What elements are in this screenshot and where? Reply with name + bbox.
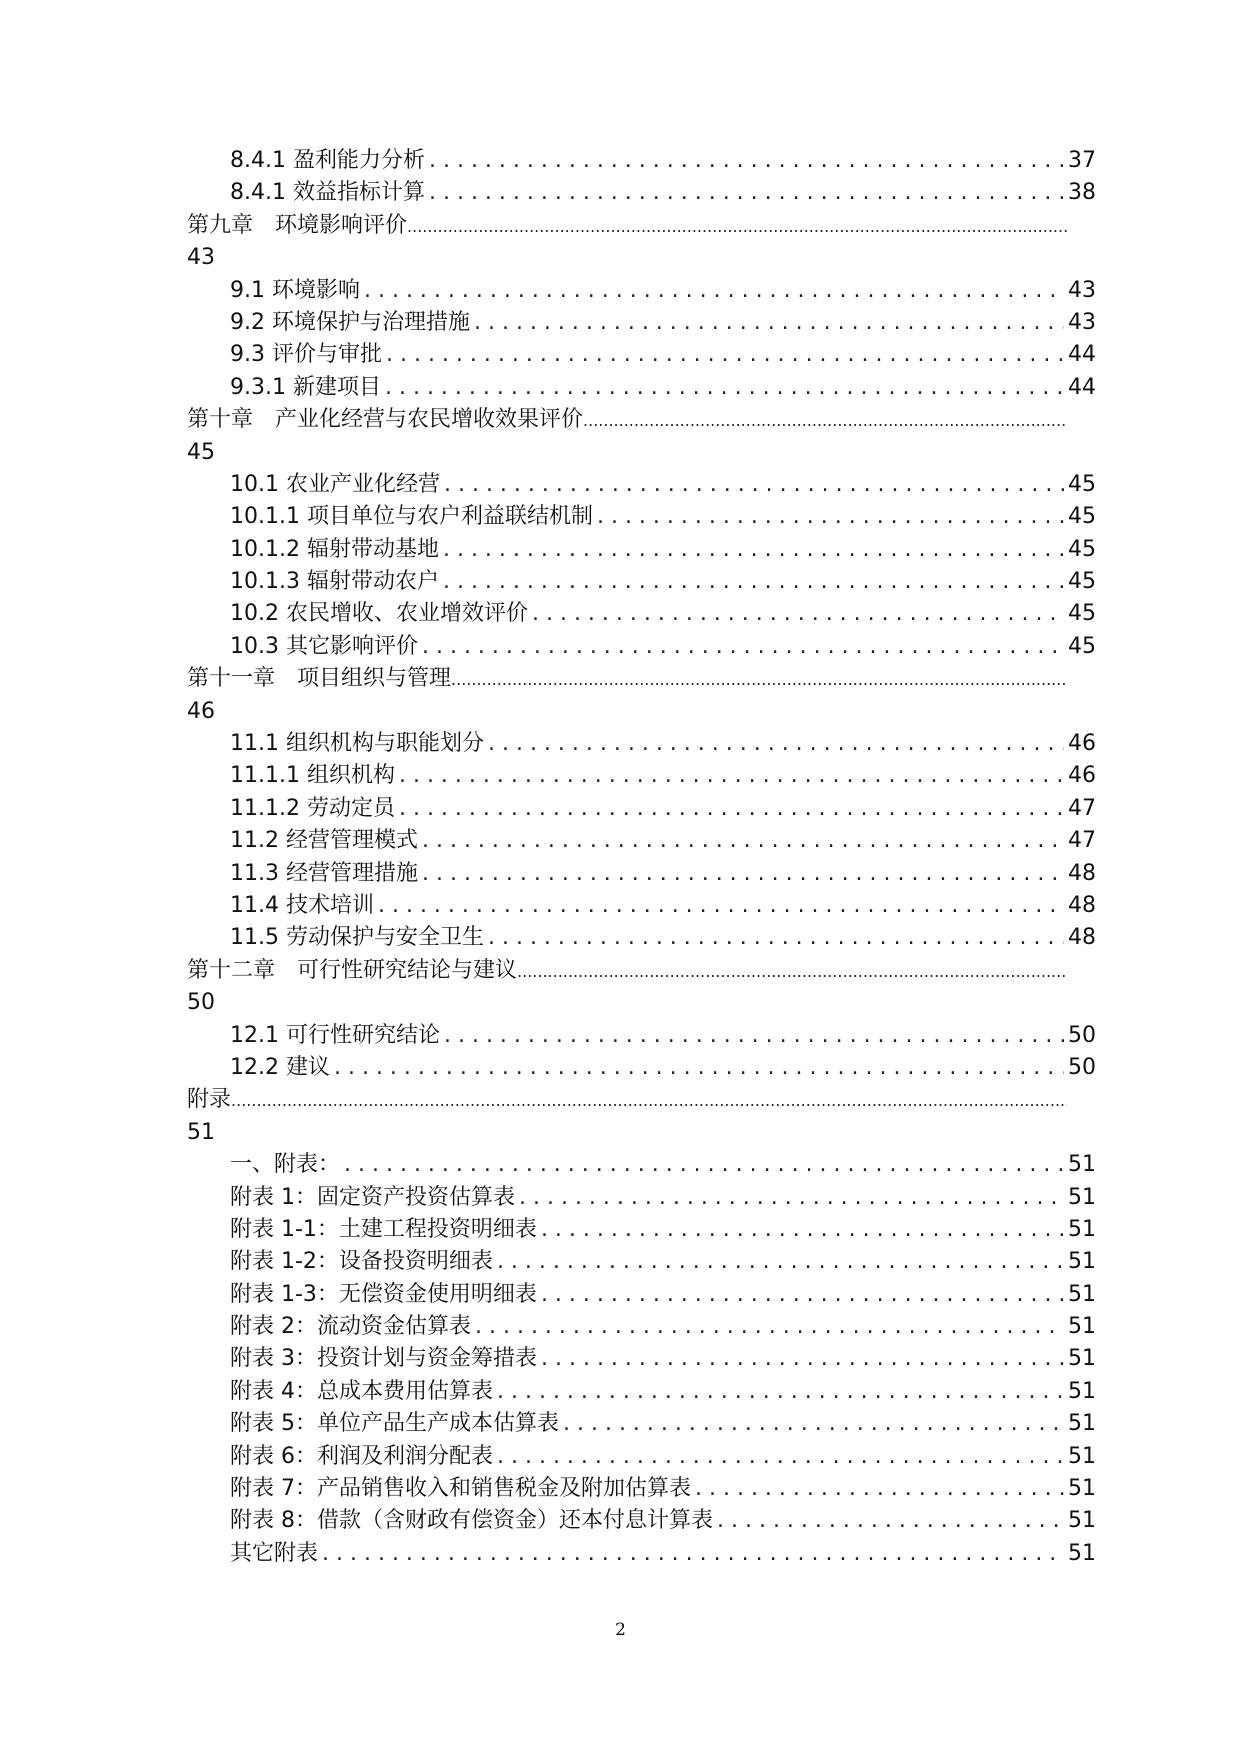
- toc-entry-title: 附录: [187, 1087, 232, 1113]
- toc-entry-title: 附表 7：产品销售收入和销售税金及附加估算表: [230, 1476, 691, 1502]
- dot-leader: [386, 339, 1064, 371]
- page-number: 2: [615, 1620, 626, 1640]
- toc-chapter-page-line: [187, 987, 1241, 1019]
- toc-entry-page: 45: [1068, 569, 1096, 595]
- toc-chapter-entry[interactable]: [187, 955, 1067, 987]
- dot-leader: [517, 956, 1067, 988]
- toc-entry-title: 附表 8：借款（含财政有偿资金）还本付息计算表: [230, 1508, 713, 1534]
- toc-entry-page: 51: [1068, 1152, 1096, 1178]
- toc-entry-page: 48: [1068, 892, 1096, 918]
- toc-entry-page: 51: [1068, 1216, 1096, 1242]
- dot-leader: [541, 1214, 1064, 1246]
- toc-entry-page: 50: [187, 990, 215, 1016]
- toc-entry-title: 一、附表：: [230, 1152, 341, 1178]
- toc-entry-title: 9.3 评价与审批: [230, 342, 382, 368]
- toc-entry-title: 第十一章 项目组织与管理: [187, 666, 452, 692]
- dot-leader: [364, 275, 1064, 307]
- dot-leader: [474, 307, 1064, 339]
- toc-section-entry[interactable]: [230, 275, 1096, 307]
- toc-section-entry[interactable]: [230, 922, 1096, 954]
- dot-leader: [717, 1505, 1064, 1537]
- toc-entry-title: 11.2 经营管理模式: [230, 828, 418, 854]
- toc-section-entry[interactable]: [230, 372, 1096, 404]
- dot-leader: [399, 760, 1064, 792]
- toc-section-entry[interactable]: [230, 469, 1096, 501]
- toc-entry-page: 51: [1068, 1378, 1096, 1404]
- toc-chapter-page-line: [187, 242, 1241, 274]
- toc-section-entry[interactable]: [230, 1311, 1096, 1343]
- toc-entry-page: 45: [187, 439, 215, 465]
- toc-section-entry[interactable]: [230, 145, 1096, 177]
- toc-entry-page: 51: [1068, 1184, 1096, 1210]
- toc-chapter-entry[interactable]: [187, 210, 1067, 242]
- toc-entry-page: 51: [1068, 1540, 1096, 1566]
- toc-entry-title: 第十二章 可行性研究结论与建议: [187, 957, 518, 983]
- toc-section-entry[interactable]: [230, 1246, 1096, 1278]
- toc-section-entry[interactable]: [230, 1214, 1096, 1246]
- toc-section-entry[interactable]: [230, 1052, 1096, 1084]
- toc-chapter-entry[interactable]: [187, 663, 1067, 695]
- toc-entry-page: 45: [1068, 633, 1096, 659]
- toc-entry-title: 附表 1-3：无偿资金使用明细表: [230, 1281, 537, 1307]
- toc-entry-title: 其它附表: [230, 1540, 319, 1566]
- dot-leader: [488, 728, 1064, 760]
- toc-entry-title: 附表 4：总成本费用估算表: [230, 1378, 493, 1404]
- toc-entry-page: 51: [1068, 1443, 1096, 1469]
- toc-entry-title: 附表 2：流动资金估算表: [230, 1314, 471, 1340]
- toc-section-entry[interactable]: [230, 1538, 1096, 1570]
- toc-entry-title: 11.3 经营管理措施: [230, 860, 418, 886]
- toc-entry-page: 51: [187, 1119, 215, 1145]
- toc-entry-page: 51: [1068, 1508, 1096, 1534]
- toc-entry-page: 50: [1068, 1054, 1096, 1080]
- dot-leader: [443, 534, 1064, 566]
- toc-section-entry[interactable]: [230, 1376, 1096, 1408]
- toc-entry-title: 附表 1-2：设备投资明细表: [230, 1249, 493, 1275]
- toc-section-entry[interactable]: [230, 566, 1096, 598]
- toc-entry-page: 51: [1068, 1411, 1096, 1437]
- toc-entry-page: 43: [187, 245, 215, 271]
- dot-leader: [322, 1538, 1064, 1570]
- dot-leader: [422, 825, 1064, 857]
- dot-leader: [422, 858, 1064, 890]
- toc-entry-page: 38: [1068, 180, 1096, 206]
- dot-leader: [334, 1052, 1064, 1084]
- toc-entry-page: 46: [1068, 763, 1096, 789]
- toc-entry-title: 11.1.1 组织机构: [230, 763, 395, 789]
- toc-entry-title: 8.4.1 效益指标计算: [230, 180, 425, 206]
- dot-leader: [344, 1149, 1064, 1181]
- toc-entry-page: 37: [1068, 148, 1096, 173]
- dot-leader: [541, 1279, 1064, 1311]
- toc-chapter-page-line: [187, 696, 1241, 728]
- toc-section-entry[interactable]: [230, 1279, 1096, 1311]
- toc-entry-title: 第九章 环境影响评价: [187, 212, 408, 238]
- toc-entry-title: 附表 3：投资计划与资金筹措表: [230, 1346, 537, 1372]
- toc-section-entry[interactable]: [230, 1441, 1096, 1473]
- toc-section-entry[interactable]: [230, 501, 1096, 533]
- toc-entry-title: 11.1.2 劳动定员: [230, 795, 395, 821]
- toc-entry-page: 44: [1068, 342, 1096, 368]
- toc-entry-title: 10.1.1 项目单位与农户利益联结机制: [230, 504, 593, 530]
- toc-entry-page: 48: [1068, 860, 1096, 886]
- toc-entry-title: 11.5 劳动保护与安全卫生: [230, 925, 484, 951]
- toc-entry-page: 46: [187, 698, 215, 724]
- toc-section-entry[interactable]: [230, 598, 1096, 630]
- toc-chapter-page-line: [187, 437, 1241, 469]
- toc-chapter-page-line: [187, 1117, 1241, 1149]
- toc-entry-title: 10.3 其它影响评价: [230, 633, 418, 659]
- dot-leader: [443, 566, 1064, 598]
- toc-entry-title: 附表 1：固定资产投资估算表: [230, 1184, 515, 1210]
- toc-entry-title: 附表 1-1：土建工程投资明细表: [230, 1216, 537, 1242]
- toc-section-entry[interactable]: [230, 728, 1096, 760]
- toc-entry-page: 47: [1068, 828, 1096, 854]
- toc-section-entry[interactable]: [230, 1408, 1096, 1440]
- dot-leader: [385, 372, 1064, 404]
- toc-entry-title: 10.2 农民增收、农业增效评价: [230, 601, 528, 627]
- toc-section-entry[interactable]: [230, 339, 1096, 371]
- dot-leader: [429, 145, 1064, 177]
- dot-leader: [597, 501, 1064, 533]
- toc-section-entry[interactable]: [230, 307, 1096, 339]
- toc-entry-title: 10.1.2 辐射带动基地: [230, 536, 439, 562]
- toc-section-entry[interactable]: [230, 1473, 1096, 1505]
- toc-entry-page: 43: [1068, 277, 1096, 303]
- toc-entry-page: 46: [1068, 731, 1096, 757]
- toc-entry-page: 51: [1068, 1346, 1096, 1372]
- toc-entry-page: 45: [1068, 471, 1096, 497]
- toc-entry-title: 9.1 环境影响: [230, 277, 360, 303]
- toc-section-entry[interactable]: [230, 890, 1096, 922]
- toc-entry-title: 附表 5：单位产品生产成本估算表: [230, 1411, 559, 1437]
- toc-section-entry[interactable]: [230, 177, 1096, 209]
- toc-chapter-entry[interactable]: [187, 1084, 1067, 1116]
- dot-leader: [444, 469, 1064, 501]
- toc-entry-page: 48: [1068, 925, 1096, 951]
- toc-section-entry[interactable]: [230, 534, 1096, 566]
- dot-leader: [497, 1376, 1064, 1408]
- toc-entry-page: 47: [1068, 795, 1096, 821]
- dot-leader: [407, 211, 1067, 243]
- toc-section-entry[interactable]: [230, 760, 1096, 792]
- toc-entry-title: 11.1 组织机构与职能划分: [230, 731, 484, 757]
- toc-entry-page: 51: [1068, 1314, 1096, 1340]
- toc-entry-title: 9.2 环境保护与治理措施: [230, 309, 470, 335]
- toc-section-entry[interactable]: [230, 1343, 1096, 1375]
- dot-leader: [583, 405, 1067, 437]
- toc-entry-page: 45: [1068, 536, 1096, 562]
- dot-leader: [563, 1408, 1064, 1440]
- dot-leader: [429, 177, 1064, 209]
- dot-leader: [231, 1085, 1067, 1117]
- table-of-contents: [0, 145, 1241, 1570]
- toc-section-entry[interactable]: [230, 1020, 1096, 1052]
- toc-entry-page: 44: [1068, 374, 1096, 400]
- toc-entry-page: 43: [1068, 309, 1096, 335]
- dot-leader: [695, 1473, 1064, 1505]
- toc-section-entry[interactable]: [230, 1149, 1096, 1181]
- toc-entry-title: 10.1.3 辐射带动农户: [230, 569, 439, 595]
- toc-entry-page: 45: [1068, 504, 1096, 530]
- toc-section-entry[interactable]: [230, 1505, 1096, 1537]
- toc-entry-title: 附表 6：利润及利润分配表: [230, 1443, 493, 1469]
- toc-entry-title: 9.3.1 新建项目: [230, 374, 381, 400]
- toc-section-entry[interactable]: [230, 631, 1096, 663]
- toc-section-entry[interactable]: [230, 793, 1096, 825]
- toc-chapter-entry[interactable]: [187, 404, 1067, 436]
- toc-entry-page: 51: [1068, 1281, 1096, 1307]
- toc-entry-page: 50: [1068, 1022, 1096, 1048]
- dot-leader: [488, 922, 1064, 954]
- dot-leader: [378, 890, 1064, 922]
- dot-leader: [475, 1311, 1064, 1343]
- toc-entry-title: 8.4.1 盈利能力分析: [230, 148, 425, 173]
- toc-section-entry[interactable]: [230, 858, 1096, 890]
- toc-section-entry[interactable]: [230, 825, 1096, 857]
- dot-leader: [422, 631, 1064, 663]
- dot-leader: [497, 1246, 1064, 1278]
- toc-entry-title: 第十章 产业化经营与农民增收效果评价: [187, 407, 584, 433]
- toc-entry-title: 12.2 建议: [230, 1054, 330, 1080]
- dot-leader: [444, 1020, 1064, 1052]
- toc-section-entry[interactable]: [230, 1182, 1096, 1214]
- dot-leader: [451, 664, 1067, 696]
- dot-leader: [532, 598, 1064, 630]
- toc-entry-page: 51: [1068, 1249, 1096, 1275]
- dot-leader: [497, 1441, 1064, 1473]
- toc-entry-page: 51: [1068, 1476, 1096, 1502]
- toc-entry-title: 12.1 可行性研究结论: [230, 1022, 440, 1048]
- toc-entry-title: 11.4 技术培训: [230, 892, 374, 918]
- toc-entry-page: 45: [1068, 601, 1096, 627]
- dot-leader: [541, 1343, 1064, 1375]
- dot-leader: [519, 1182, 1064, 1214]
- toc-entry-title: 10.1 农业产业化经营: [230, 471, 440, 497]
- dot-leader: [399, 793, 1064, 825]
